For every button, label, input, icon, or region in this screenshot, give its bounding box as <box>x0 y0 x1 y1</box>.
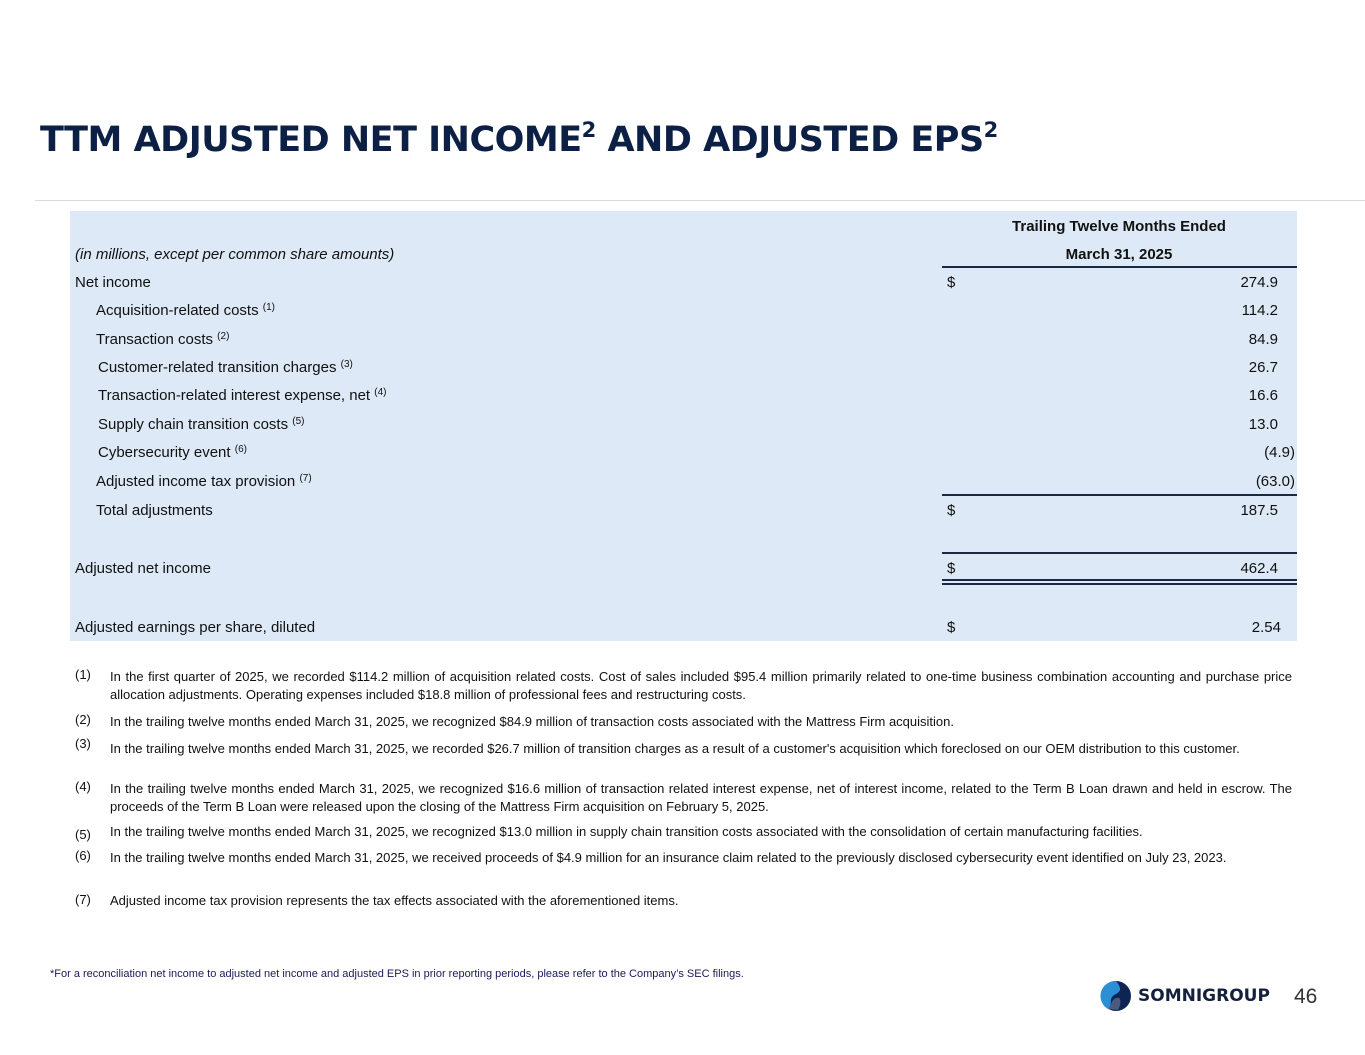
row-label-supply-chain: Supply chain transition costs $^{(5)}$ <box>98 416 305 433</box>
footnote-number: (5) <box>75 827 91 842</box>
footnote-text: In the first quarter of 2025, we recorded $114.2 million of acquisition related costs. Cost of sales included $95.4 million primarily related to one-time business combination accounting and purchase price allocation adjustments. Operating expenses included $18.8 million of professional fees and restructuring costs. <box>110 669 1292 702</box>
row-label-adjusted-net-income: Adjusted net income <box>75 560 211 577</box>
currency-symbol: $ <box>947 619 956 636</box>
page-number: 46 <box>1294 985 1318 1008</box>
row-value-acquisition-costs: 114.2 <box>1241 302 1278 319</box>
footnote-number: (3) <box>75 736 91 751</box>
header-underline <box>942 266 1297 268</box>
row-label-total-adjustments: Total adjustments <box>96 502 213 519</box>
row-value-transaction-costs: 84.9 <box>1248 331 1278 348</box>
row-label-transaction-costs: Transaction costs $^{(2)}$ <box>96 331 230 348</box>
footnote-text: In the trailing twelve months ended March 31, 2025, we recognized $16.6 million of transaction related interest expense, net of interest income, related to the Term B Loan drawn and held in escrow. The proceeds of the Term B Loan were released upon the closing of the Mattress Firm acquisition on February 5, 2025. <box>110 781 1292 814</box>
row-label-tax-provision: Adjusted income tax provision $^{(7)}$ <box>96 473 312 490</box>
period-date: March 31, 2025 <box>1065 246 1173 263</box>
footnote-number: (7) <box>75 892 91 907</box>
period-header: Trailing Twelve Months Ended <box>1012 218 1226 235</box>
row-label-customer-transition: Customer-related transition charges $^{(3)}$ <box>98 359 353 376</box>
total-rule <box>942 552 1297 554</box>
row-value-tax-provision: (63.0) <box>1255 473 1295 490</box>
footnote-text: In the trailing twelve months ended March 31, 2025, we received proceeds of $4.9 million for an insurance claim related to the previously disclosed cybersecurity event identified on July 23, 2023. <box>110 850 1227 865</box>
logo-mark-icon <box>1100 976 1132 1016</box>
row-label-cybersecurity: Cybersecurity event $^{(6)}$ <box>98 444 247 461</box>
logo-text: SOMNIGROUP <box>1138 986 1270 1006</box>
currency-symbol: $ <box>947 274 956 291</box>
row-value-total-adjustments: 187.5 <box>1240 502 1278 519</box>
footnote-text: In the trailing twelve months ended March 31, 2025, we recognized $13.0 million in supply chain transition costs associated with the consolidation of certain manufacturing facilities. <box>110 824 1143 839</box>
footnote-number: (1) <box>75 667 91 682</box>
row-value-cybersecurity: (4.9) <box>1264 444 1295 461</box>
row-value-supply-chain: 13.0 <box>1248 416 1278 433</box>
row-label-acquisition-costs: Acquisition-related costs $^{(1)}$ <box>96 302 275 319</box>
row-value-adjusted-eps: 2.54 <box>1251 619 1281 636</box>
title-divider <box>35 200 1365 201</box>
currency-symbol: $ <box>947 560 956 577</box>
row-label-net-income: Net income <box>75 274 151 291</box>
row-value-interest-expense: 16.6 <box>1248 387 1278 404</box>
currency-symbol: $ <box>947 502 956 519</box>
footnote-text: In the trailing twelve months ended March 31, 2025, we recorded $26.7 million of transition charges as a result of a customer's acquisition which foreclosed on our OEM distribution to this customer. <box>110 741 1240 756</box>
subtotal-rule <box>942 494 1297 496</box>
row-label-interest-expense: Transaction-related interest expense, net $^{(4)}$ <box>98 387 387 404</box>
units-label: (in millions, except per common share amounts) <box>75 246 395 263</box>
reconciliation-note: *For a reconciliation net income to adjusted net income and adjusted EPS in prior reporting periods, please refer to the Company’s SEC filings. <box>50 968 744 980</box>
company-logo <box>1100 976 1270 1016</box>
double-rule-top <box>942 579 1297 581</box>
footnote-number: (2) <box>75 712 91 727</box>
footnote-number: (6) <box>75 848 91 863</box>
double-rule-bottom <box>942 583 1297 585</box>
footnote-text: In the trailing twelve months ended March 31, 2025, we recognized $84.9 million of transaction costs associated with the Mattress Firm acquisition. <box>110 714 954 729</box>
row-value-customer-transition: 26.7 <box>1248 359 1278 376</box>
footnote-text: Adjusted income tax provision represents the tax effects associated with the aforementioned items. <box>110 893 679 908</box>
row-value-net-income: 274.9 <box>1240 274 1278 291</box>
page-title: TTM ADJUSTED NET INCOME$^2$ AND ADJUSTED EPS$^2$ <box>40 118 998 160</box>
row-label-adjusted-eps: Adjusted earnings per share, diluted <box>75 619 316 636</box>
row-value-adjusted-net-income: 462.4 <box>1240 560 1278 577</box>
footnote-number: (4) <box>75 779 91 794</box>
